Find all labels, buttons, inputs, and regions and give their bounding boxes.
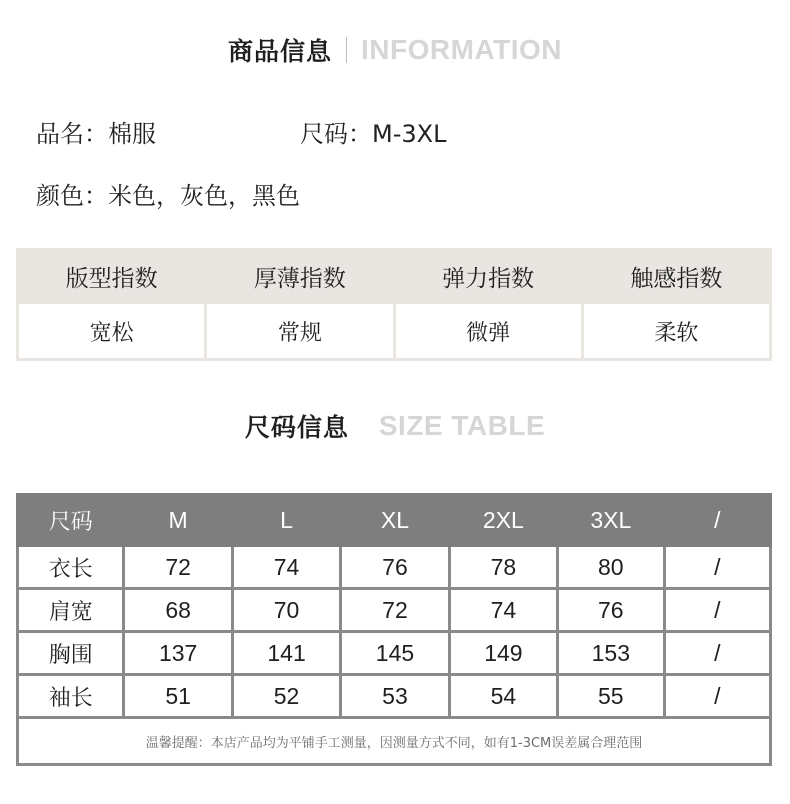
product-size-range: 尺码：M-3XL [300, 120, 447, 148]
table-cell: / [664, 632, 770, 675]
size-table [16, 493, 772, 766]
size-table-heading [0, 408, 790, 444]
attribute-value-elasticity: 微弹 [394, 303, 582, 360]
size-note-row [18, 718, 771, 765]
size-header-xl: XL [341, 495, 449, 546]
attribute-header-row [18, 250, 771, 303]
table-cell: 55 [558, 675, 664, 718]
table-cell: 149 [449, 632, 557, 675]
size-table-title-cn: 尺码信息 [244, 413, 349, 442]
table-cell: 54 [449, 675, 557, 718]
attribute-value-touch: 柔软 [582, 303, 770, 360]
table-cell: 53 [341, 675, 449, 718]
size-header-3xl: 3XL [558, 495, 664, 546]
size-table-header-row [18, 495, 771, 546]
table-cell: 153 [558, 632, 664, 675]
table-cell: 76 [558, 589, 664, 632]
size-header-l: L [232, 495, 340, 546]
heading-divider [346, 37, 347, 63]
row-label-shoulder: 肩宽 [18, 589, 124, 632]
table-cell: / [664, 589, 770, 632]
row-label-sleeve: 袖长 [18, 675, 124, 718]
table-cell: 141 [232, 632, 340, 675]
product-colors: 颜色：米色，灰色，黑色 [36, 182, 300, 210]
row-label-chest: 胸围 [18, 632, 124, 675]
attribute-header-fit: 版型指数 [18, 250, 206, 303]
table-cell: 70 [232, 589, 340, 632]
table-row [18, 589, 771, 632]
table-cell: 68 [124, 589, 232, 632]
attribute-value-thickness: 常规 [206, 303, 394, 360]
size-table-title-en: SIZE TABLE [378, 410, 546, 441]
table-row [18, 675, 771, 718]
table-cell: 74 [232, 546, 340, 589]
row-label-length: 衣长 [18, 546, 124, 589]
attribute-table [16, 248, 772, 361]
attribute-value-fit: 宽松 [18, 303, 206, 360]
table-cell: 78 [449, 546, 557, 589]
product-name: 品名：棉服 [36, 120, 156, 148]
table-cell: 72 [341, 589, 449, 632]
table-cell: 72 [124, 546, 232, 589]
product-info-heading [0, 32, 790, 68]
measurement-note: 温馨提醒：本店产品均为平铺手工测量，因测量方式不同，如有1-3CM误差属合理范围 [18, 718, 771, 765]
table-row [18, 632, 771, 675]
table-cell: 76 [341, 546, 449, 589]
table-cell: 52 [232, 675, 340, 718]
attribute-header-touch: 触感指数 [582, 250, 770, 303]
table-cell: 74 [449, 589, 557, 632]
table-cell: / [664, 546, 770, 589]
product-info-title-en: INFORMATION [361, 34, 562, 65]
attribute-value-row [18, 303, 771, 360]
size-header-m: M [124, 495, 232, 546]
table-cell: 137 [124, 632, 232, 675]
attribute-header-elasticity: 弹力指数 [394, 250, 582, 303]
table-cell: 145 [341, 632, 449, 675]
table-cell: 80 [558, 546, 664, 589]
table-row [18, 546, 771, 589]
table-cell: 51 [124, 675, 232, 718]
size-header-2xl: 2XL [449, 495, 557, 546]
product-info-title-cn: 商品信息 [228, 37, 333, 66]
size-header-label: 尺码 [18, 495, 124, 546]
table-cell: / [664, 675, 770, 718]
size-header-empty: / [664, 495, 770, 546]
attribute-header-thickness: 厚薄指数 [206, 250, 394, 303]
